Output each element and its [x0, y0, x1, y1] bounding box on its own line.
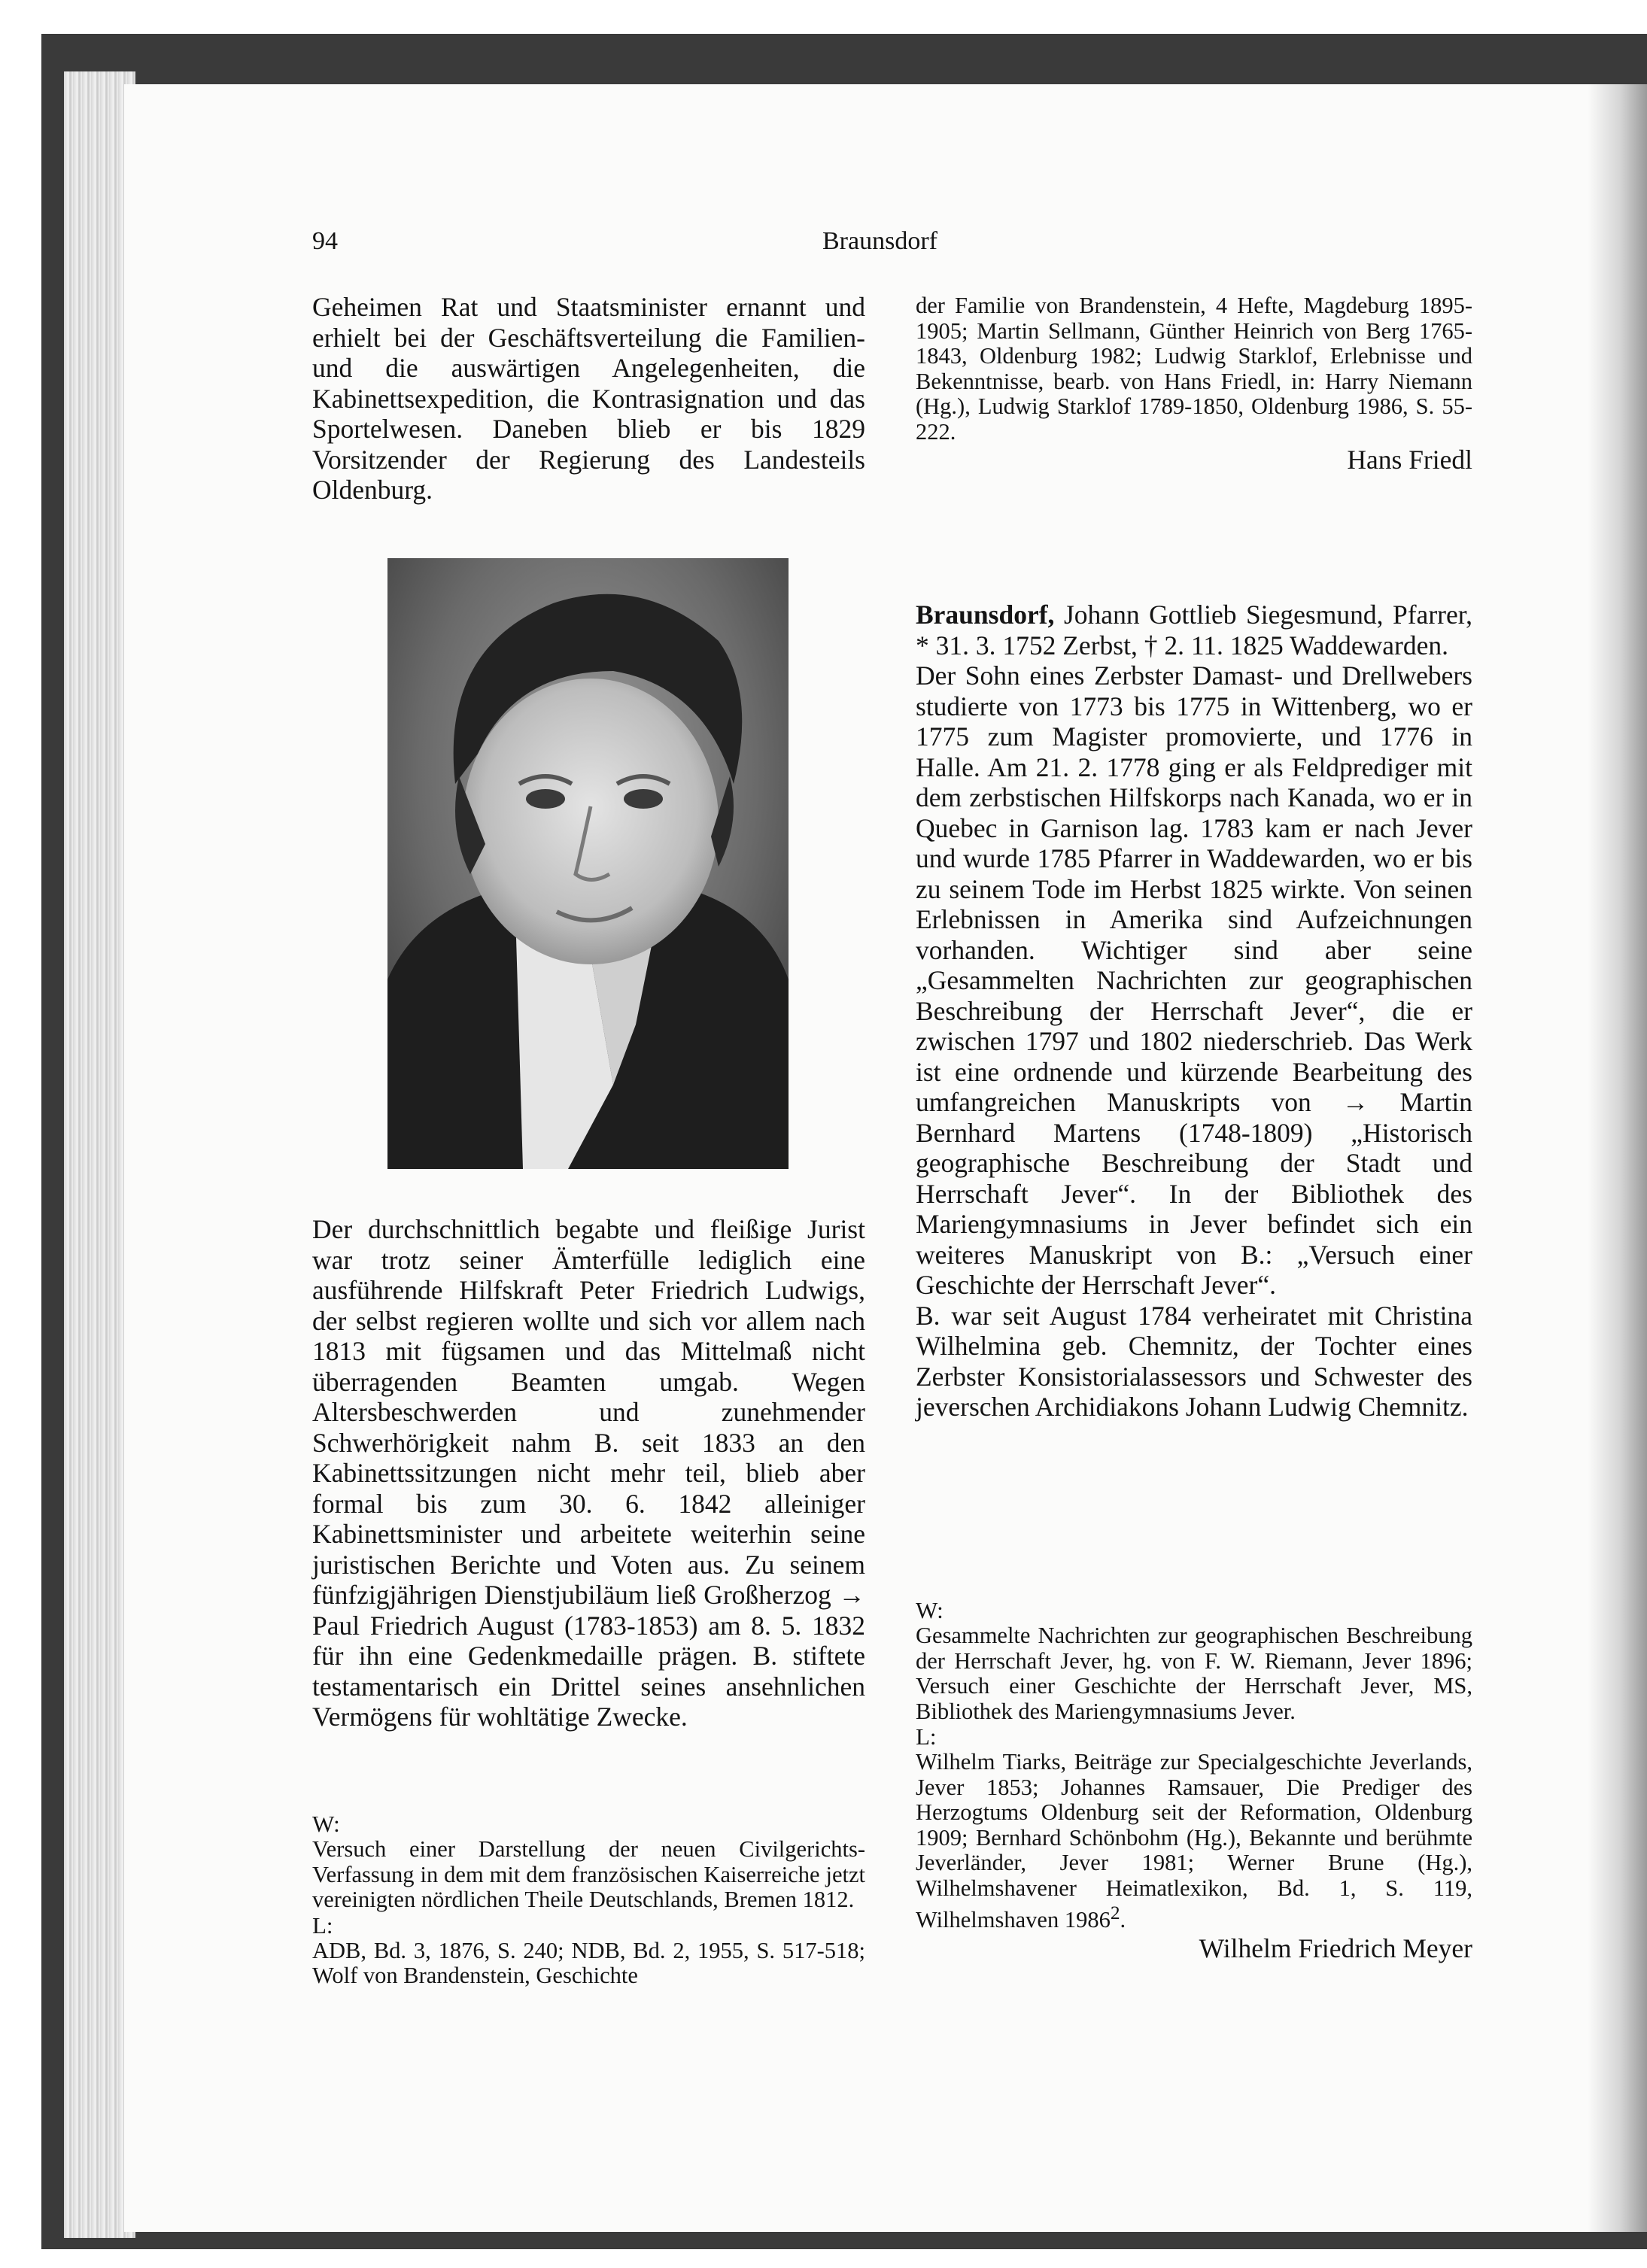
right-literature-label: L:	[916, 1723, 937, 1750]
entry-intro: Johann Gottlieb Siegesmund, Pfarrer, * 31. 3. 1752 Zerbst, † 2. 11. 1825 Waddewarden.	[916, 600, 1472, 660]
right-main-paragraph: Der Sohn eines Zerbster Damast- und Drellwebers studierte von 1773 bis 1775 in Wittenberg, wo er 1775 zum Magister promovierte, und 1776 in Halle. Am 21. 2. 1778 ging er als Feldprediger mit dem zerbstischen Hilfskorps nach Kanada, wo er in Quebec in Garnison lag. 1783 kam er nach Jever und wurde 1785 Pfarrer in Waddewarden, wo er bis zu seinem Tode im Herbst 1825 wirkte. Von seinen Erlebnissen in Amerika sind Aufzeichnungen vorhanden. Wichtiger sind aber seine „Gesammelten Nachrichten zur geographischen Beschreibung der Herrschaft Jever“, die er zwischen 1797 und 1802 niederschrieb. Das Werk ist eine ordnende und kürzende Bearbeitung des umfangreichen Manuskripts von → Martin Bernhard Martens (1748-1809) „Historisch geographische Beschreibung der Stadt und Herrschaft Jever“. In der Bibliothek des Mariengymnasiums in Jever befindet sich ein weiteres Manuskript von B.: „Versuch einer Geschichte der Herrschaft Jever“.	[916, 660, 1472, 1300]
right-literature-text	[916, 1750, 1472, 1933]
right-column-top	[916, 293, 1472, 475]
left-top-paragraph: Geheimen Rat und Staatsminister ernannt und erhielt bei der Geschäftsverteilung die Familien- und die auswärtigen Angelegenheiten, die Kabinettsexpedition, die Kontrasignation und das Sportelwesen. Daneben blieb er bis 1829 Vorsitzender der Regierung des Landesteils Oldenburg.	[312, 292, 865, 505]
portrait-image	[387, 558, 789, 1169]
portrait-illustration	[387, 558, 789, 1169]
left-literature-label: L:	[312, 1911, 333, 1939]
entry-name: Braunsdorf,	[916, 600, 1055, 630]
left-references	[312, 1811, 865, 1989]
right-second-paragraph: B. war seit August 1784 verheiratet mit Christina Wilhelmina geb. Chemnitz, der Tochter eines Zerbster Konsistorialassessors und Schwester des jeverschen Archidiakons Johann Ludwig Chemnitz.	[916, 1300, 1472, 1422]
left-literature-text: ADB, Bd. 3, 1876, S. 240; NDB, Bd. 2, 1955, S. 517-518; Wolf von Brandenstein, Geschichte	[312, 1937, 865, 1988]
left-column-top	[312, 292, 865, 506]
right-top-literature: der Familie von Brandenstein, 4 Hefte, Magdeburg 1895-1905; Martin Sellmann, Günther Heinrich von Berg 1765-1843, Oldenburg 1982; Ludwig Starklof, Erlebnisse und Bekenntnisse, bearb. von Hans Friedl, in: Harry Niemann (Hg.), Ludwig Starklof 1789-1850, Oldenburg 1986, S. 55-222.	[916, 293, 1472, 445]
top-author-signature: Hans Friedl	[1347, 445, 1472, 475]
left-works-text: Versuch einer Darstellung der neuen Civilgerichts-Verfassung in dem mit dem französischen Kaiserreiche jetzt vereinigten nördlichen Theile Deutschlands, Bremen 1812.	[312, 1836, 865, 1912]
right-references	[916, 1598, 1472, 1963]
right-works-text: Gesammelte Nachrichten zur geographischen Beschreibung der Herrschaft Jever, hg. von F. W. Riemann, Jever 1896; Versuch einer Geschichte der Herrschaft Jever, MS, Bibliothek des Mariengymnasiums Jever.	[916, 1623, 1472, 1724]
left-works-label: W:	[312, 1811, 340, 1837]
left-column-bottom	[312, 1214, 865, 1732]
left-bottom-paragraph: Der durchschnittlich begabte und fleißige Jurist war trotz seiner Ämterfülle lediglich eine ausführende Hilfskraft Peter Friedrich Ludwigs, der selbst regieren wollte und sich vor allem nach 1813 mit fügsamen und das Mittelmaß nicht überragenden Beamten umgab. Wegen Altersbeschwerden und zunehmender Schwerhörigkeit nahm B. seit 1833 an den Kabinettssitzungen nicht mehr teil, blieb aber formal bis zum 30. 6. 1842 alleiniger Kabinettsminister und arbeitete weiterhin seine juristischen Berichte und Voten aus. Zu seinem fünfzigjährigen Dienstjubiläum ließ Großherzog → Paul Friedrich August (1783-1853) am 8. 5. 1832 für ihn eine Gedenkmedaille prägen. B. stiftete testamentarisch ein Drittel seines ansehnlichen Vermögens für wohltätige Zwecke.	[312, 1214, 865, 1732]
right-column-main	[916, 600, 1472, 1422]
right-literature-body: Wilhelm Tiarks, Beiträge zur Specialgeschichte Jeverlands, Jever 1853; Johannes Ramsauer, Die Prediger des Herzogtums Oldenburg seit der Reformation, Oldenburg 1909; Bernhard Schönbohm (Hg.), Bekannte und berühmte Jeverländer, Jever 1981; Werner Brune (Hg.), Wilhelmshavener Heimatlexikon, Bd. 1, S. 119, Wilhelmshaven 1986	[916, 1749, 1472, 1933]
page-number: 94	[312, 227, 338, 255]
literature-end: .	[1120, 1907, 1126, 1933]
entry-heading	[916, 600, 1472, 660]
literature-superscript: 2	[1110, 1902, 1120, 1923]
bottom-author-signature: Wilhelm Friedrich Meyer	[1199, 1933, 1472, 1963]
running-title: Braunsdorf	[822, 227, 937, 255]
page-gutter	[1588, 84, 1647, 2232]
right-works-label: W:	[916, 1597, 944, 1623]
